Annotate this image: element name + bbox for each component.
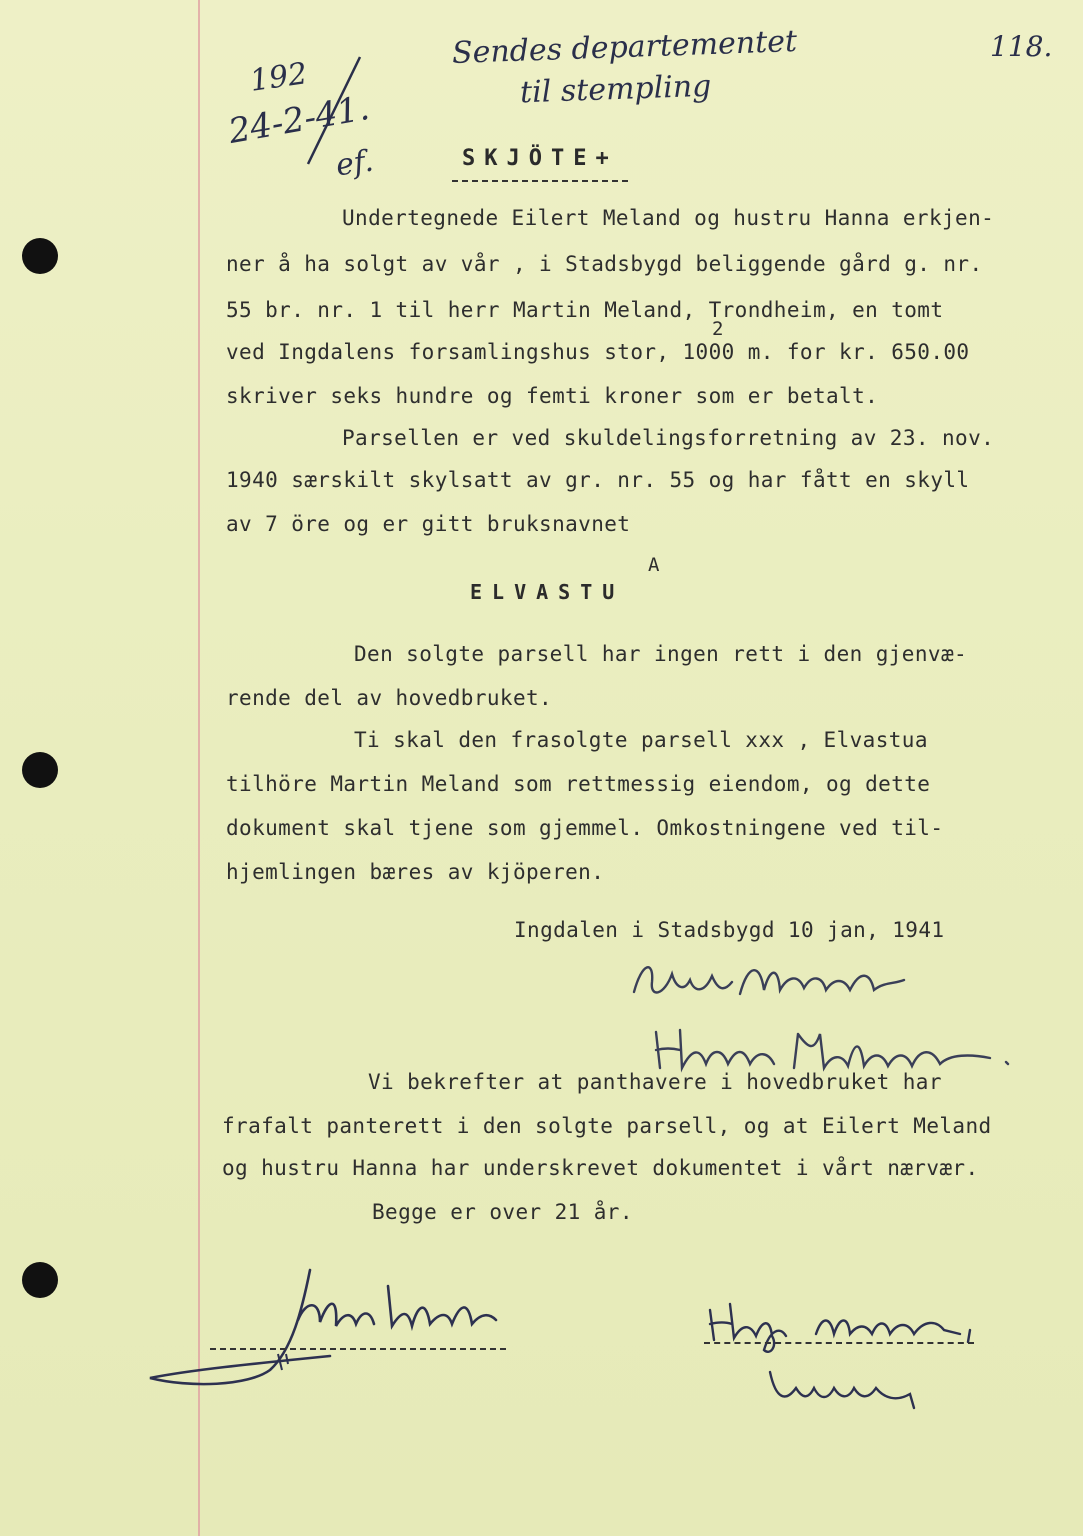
text-line: hjemlingen bæres av kjöperen. [226, 860, 605, 884]
header-note-line1: Sendes departementet [451, 23, 798, 72]
registry-number: 192 [247, 56, 310, 99]
header-note-line2: til stempling [519, 68, 712, 111]
text-line: Parsellen er ved skuldelingsforretning av 23. nov. [342, 426, 995, 450]
signature-eilert-meland [628, 952, 918, 1008]
registry-mark: ef. [333, 143, 376, 184]
text-line: frafalt panterett i den solgte parsell, og at Eilert Meland [222, 1114, 992, 1138]
signature-line-left [210, 1348, 506, 1350]
text-line: dokument skal tjene som gjemmel. Omkostningene ved til- [226, 816, 944, 840]
text-line: og hustru Hanna har underskrevet dokumentet i vårt nærvær. [222, 1156, 979, 1180]
signature-witness-right [700, 1290, 990, 1420]
ages-line: Begge er over 21 år. [372, 1200, 633, 1224]
title-underline [452, 180, 628, 182]
document-title: SKJÖTE+ [462, 146, 618, 171]
superscript-2: 2 [712, 318, 724, 340]
punch-hole-bottom [22, 1262, 58, 1298]
text-line: ved Ingdalens forsamlingshus stor, 1000 m. for kr. 650.00 [226, 340, 970, 364]
page-number: 118. [990, 30, 1053, 63]
text-line: 55 br. nr. 1 til herr Martin Meland, Trondheim, en tomt [226, 298, 944, 322]
registry-date: 24-2-41. [225, 87, 373, 153]
punch-hole-middle [22, 752, 58, 788]
text-line: skriver seks hundre og femti kroner som er betalt. [226, 384, 879, 408]
punch-hole-top [22, 238, 58, 274]
text-line: Den solgte parsell har ingen rett i den gjenvæ- [354, 642, 968, 666]
signature-witness-left [130, 1260, 520, 1400]
registry-slash [300, 52, 370, 172]
text-line: ner å ha solgt av vår , i Stadsbygd beliggende gård g. nr. [226, 252, 983, 276]
text-line: rende del av hovedbruket. [226, 686, 553, 710]
farm-name: ELVASTU [470, 580, 625, 604]
text-line: Undertegnede Eilert Meland og hustru Hanna erkjen- [342, 206, 995, 230]
place-date: Ingdalen i Stadsbygd 10 jan, 1941 [514, 918, 945, 942]
signature-line-right [704, 1342, 974, 1344]
text-line: Ti skal den frasolgte parsell xxx , Elvastua [354, 728, 928, 752]
text-line: 1940 særskilt skylsatt av gr. nr. 55 og har fått en skyll [226, 468, 970, 492]
text-line: tilhöre Martin Meland som rettmessig eiendom, og dette [226, 772, 931, 796]
text-line: Vi bekrefter at panthavere i hovedbruket har [368, 1070, 942, 1094]
farm-name-insert: A [648, 554, 660, 576]
text-line: av 7 öre og er gitt bruksnavnet [226, 512, 631, 536]
